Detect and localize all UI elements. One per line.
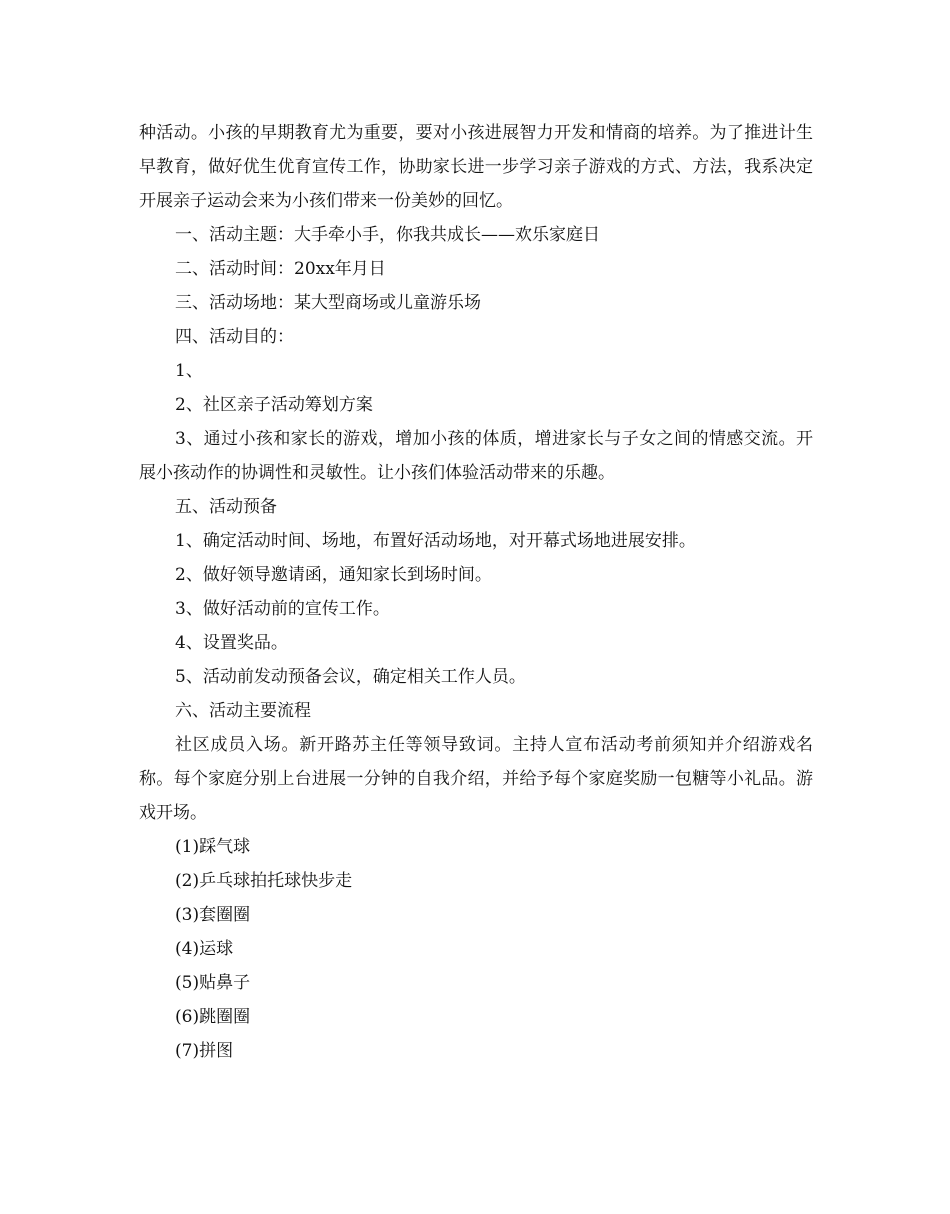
paragraph-purpose-2: 2、社区亲子活动筹划方案 bbox=[175, 395, 373, 415]
list-item-game-1: (1)踩气球 bbox=[175, 837, 251, 857]
paragraph-venue: 三、活动场地：某大型商场或儿童游乐场 bbox=[175, 293, 481, 313]
paragraph-purpose-3: 3、通过小孩和家长的游戏，增加小孩的体质，增进家长与子女之间的情感交流。开展小孩动作的协调性和灵敏性。让小孩们体验活动带来的乐趣。 bbox=[139, 429, 813, 483]
paragraph-purpose-heading: 四、活动目的： bbox=[175, 327, 294, 347]
paragraph-intro: 种活动。小孩的早期教育尤为重要，要对小孩进展智力开发和情商的培养。为了推进计生早教育，做好优生优育宣传工作，协助家长进一步学习亲子游戏的方式、方法，我系决定开展亲子运动会来为小孩们带来一份美妙的回忆。 bbox=[139, 123, 813, 211]
list-item-game-7: (7)拼图 bbox=[175, 1041, 234, 1061]
list-item-game-3: (3)套圈圈 bbox=[175, 905, 251, 925]
paragraph-prep-4: 4、设置奖品。 bbox=[175, 633, 288, 653]
paragraph-flow-heading: 六、活动主要流程 bbox=[175, 701, 311, 721]
document-body bbox=[139, 116, 813, 1068]
list-item-game-5: (5)贴鼻子 bbox=[175, 973, 251, 993]
paragraph-theme: 一、活动主题：大手牵小手，你我共成长——欢乐家庭日 bbox=[175, 225, 600, 245]
list-item-game-6: (6)跳圈圈 bbox=[175, 1007, 251, 1027]
paragraph-prep-2: 2、做好领导邀请函，通知家长到场时间。 bbox=[175, 565, 492, 585]
list-item-game-4: (4)运球 bbox=[175, 939, 234, 959]
paragraph-flow-body: 社区成员入场。新开路苏主任等领导致词。主持人宣布活动考前须知并介绍游戏名称。每个家庭分别上台进展一分钟的自我介绍，并给予每个家庭奖励一包糖等小礼品。游戏开场。 bbox=[139, 735, 813, 823]
paragraph-prep-1: 1、确定活动时间、场地，布置好活动场地，对开幕式场地进展安排。 bbox=[175, 531, 696, 551]
paragraph-prep-5: 5、活动前发动预备会议，确定相关工作人员。 bbox=[175, 667, 526, 687]
paragraph-purpose-1: 1、 bbox=[175, 361, 203, 381]
paragraph-prep-3: 3、做好活动前的宣传工作。 bbox=[175, 599, 390, 619]
paragraph-prep-heading: 五、活动预备 bbox=[175, 497, 277, 517]
list-item-game-2: (2)乒乓球拍托球快步走 bbox=[175, 871, 353, 891]
paragraph-time: 二、活动时间：20xx年月日 bbox=[175, 259, 386, 279]
